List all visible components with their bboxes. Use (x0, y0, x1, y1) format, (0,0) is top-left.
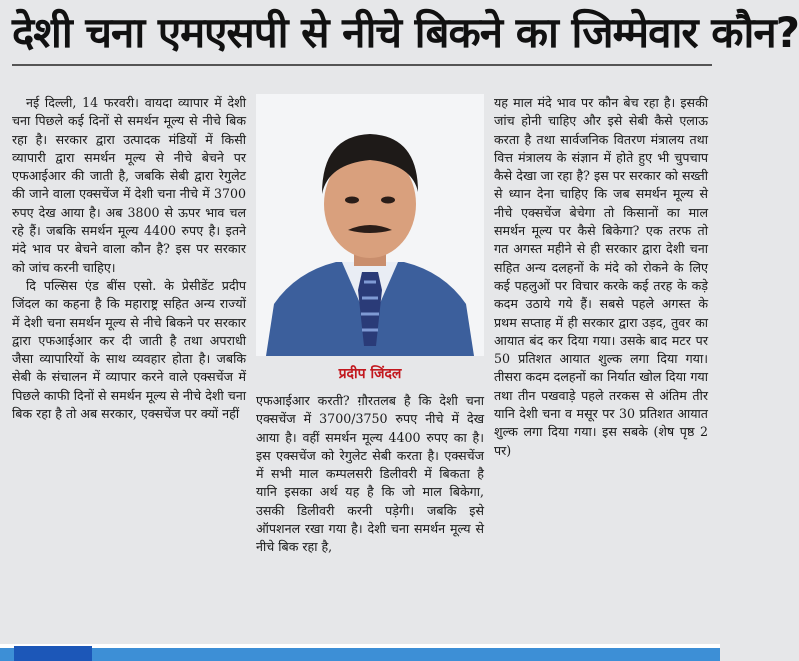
paragraph-continuation: एफआईआर करती? ग़ौरतलब है कि देशी चना एक्सचेंज में 3700/3750 रुपए नीचे में देख आया है। वहीं समर्थन मूल्य 4400 रुपए का है। इस एक्सचेंज को रेगुलेट सेबी करता है। एक्सचेंज में सभी माल कम्पलसरी डिलीवरी में बिकता है यानि इसका अर्थ यह है कि जो माल बिकेगा, उसकी डिलीवरी करनी पड़ेगी। जबकि इसे ऑपशनल रखा गया है। देशी चना समर्थन मूल्य से नीचे बिक रहा है, (256, 393, 484, 555)
strip-logo (14, 646, 92, 661)
paragraph-intro: नई दिल्ली, 14 फरवरी। वायदा व्यापार में देशी चना पिछले कई दिनों से समर्थन मूल्य से नीचे बिक रहा है। सरकार द्वारा उत्पादक मंडियों में किसी व्यापारी द्वारा समर्थन मूल्य से नीचे बेचने पर एफआईआर की जाती है, जबकि सेबी द्वारा रेगुलेट की जाने वाला एक्सचेंज में देशी चना नीचे में 3700 रुपए देख आया है। अब 3800 से ऊपर भाव चल रहे हैं। जबकि समर्थन मूल्य 4400 रुपए है। इतने मंदे भाव पर बेचने वाला कौन है? इस पर सरकार को जांच करनी चाहिए। (12, 95, 246, 275)
paragraph-column-3 (494, 94, 708, 460)
portrait-photo (256, 94, 484, 356)
article-column-2 (256, 392, 484, 644)
column-3-text: यह माल मंदे भाव पर कौन बेच रहा है। इसकी जांच होनी चाहिए और इसे सेबी कैसे एलाऊ करता है तथा सार्वजनिक वितरण मंत्रालय तथा वित्त मंत्रालय के संज्ञान में होते हुए भी चुपचाप कैसे देखा जा रहा है? इस पर सरकार को सख्ती से ध्यान देना चाहिए कि जब समर्थन मूल्य से नीचे एक्सचेंज बेचेगा तो किसानों का माल समर्थन मूल्य पर कैसे बिकेगा? एक तरफ तो गत अगस्त महीने से ही सरकार द्वारा देशी चना सहित अन्य दलहनों के मंदे को रोकने के लिए कई पहलुओं पर विचार करके कई तरह के कड़े कदम उठाये गये हैं। सबसे पहले अगस्त के प्रथम सप्ताह में ही सरकार द्वारा उड़द, तुवर का आयात बंद कर दिया गया। उसके बाद मटर पर 50 प्रतिशत आयात शुल्क लगा दिया गया। तीसरा कदम दलहनों का निर्यात खोल दिया गया तथा तीन पखवाड़े पहले तरकस से अंतिम तीर यानि देशी चना व मसूर पर 30 प्रतिशत आयात शुल्क लगा दिया गया। इस सबके (494, 95, 708, 440)
next-article-strip (0, 644, 720, 661)
continued-note: (शेष पृष्ठ 2 पर) (494, 424, 708, 458)
blue-band (0, 648, 720, 661)
paragraph-quote: दि पल्सिस एंड बींस एसो. के प्रेसीडेंट प्रदीप जिंदल का कहना है कि महाराष्ट्र सहित अन्य राज्यों में देशी चना समर्थन मूल्य से नीचे बिकने पर सरकार द्वारा एफआईआर कर दी जाती है तथा अपराधी जैसा व्यापारियों के साथ व्यवहार होता है। जबकि सेबी के संचालन में व्यापार करने वाले एक्सचेंज में पिछले काफी दिनों से समर्थन मूल्य से नीचे देशी चना बिक रहा है तो अब सरकार, एक्सचेंज पर क्यों नहीं (12, 277, 246, 422)
headline-rule (12, 64, 712, 66)
article-column-1 (12, 94, 246, 642)
article-column-3 (494, 94, 708, 644)
photo-caption: प्रदीप जिंदल (338, 366, 402, 382)
headline: देशी चना एमएसपी से नीचे बिकने का जिम्मेवार कौन? (12, 8, 799, 57)
